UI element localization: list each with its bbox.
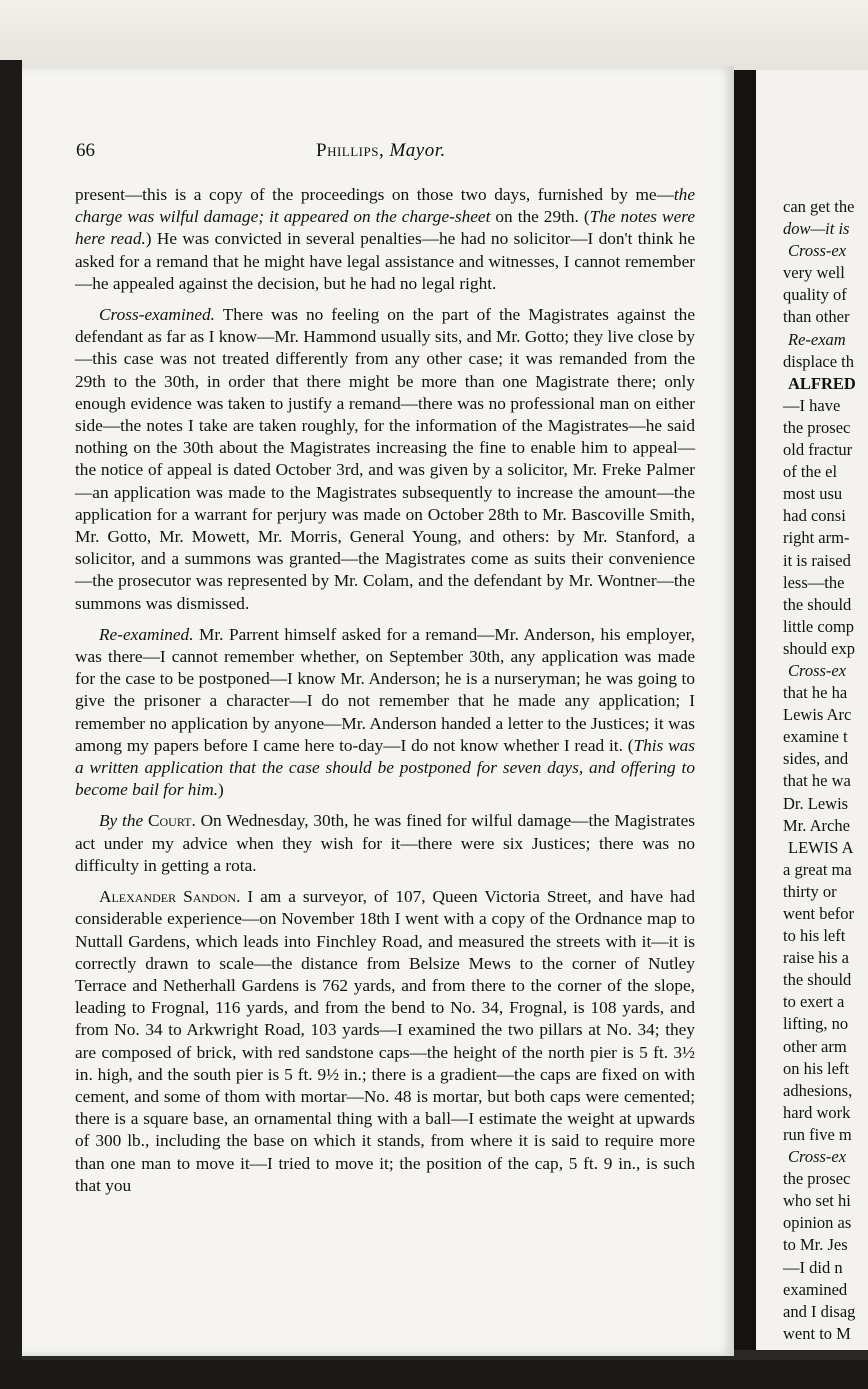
right-page-line: a great ma (783, 859, 852, 879)
right-page-line: that he wa (783, 771, 851, 791)
text-run: I am a surveyor, of 107, Queen Victoria Street, and have had considerable experience—on November 18th I went with a copy of the Ordnance map to Nuttall Gardens, which leads into Finchley Road, and measured the streets with it—it is correctly drawn to scale—the distance from Belsize Mews to the corner of Nutley Terrace and Netherhall Gardens is 762 yards, and from there to the corner of the slope, leading to Frognal, 116 yards, and from the bend to No. 34, Frognal, is 108 yards, and from No. 34 to Arkwright Road, 103 yards—I examined the two pillars at No. 34; they are composed of brick, with red sandstone caps—the height of the north pier is 5 ft. 3½ in. high, and the south pier is 5 ft. 9½ in.; there is a gradient—the caps are fixed on with cement, and some of thom with mortar—No. 48 is mortar, but both caps were cemented; there is a square base, an ornamental thing with a ball—I estimate the weight at upwards of 300 lb., including the base on which it stands, from where it is said to require more than one man to move it—I tried to move it; the position of the cap, 5 ft. 9 in., is such that you (75, 887, 695, 1195)
right-page-line: opinion as (783, 1213, 852, 1233)
right-page-line: right arm- (783, 528, 850, 548)
running-head-name: Phillips (316, 140, 379, 161)
right-page-line: can get the (783, 197, 855, 216)
right-page-line: displace th (783, 351, 855, 371)
main-text-column (75, 184, 695, 1206)
right-page-line: raise his a (783, 948, 849, 968)
right-page-line: Lewis Arc (783, 705, 852, 725)
right-page-line: to exert a (783, 992, 845, 1012)
paragraph (75, 810, 695, 877)
right-page-line: most usu (783, 484, 843, 504)
text-run: Re-examined. (99, 624, 194, 644)
right-page-line: went befor (783, 904, 855, 923)
text-run: the charge was wilful damage; it appeared on the charge-sheet (75, 185, 695, 227)
book-gutter (734, 70, 756, 1350)
text-run: On Wednesday, 30th, he was fined for wilful damage—the Magistrates act under my advice when they wish for it—there were six Justices; there was no difficulty in getting a rota. (75, 811, 696, 875)
paragraph (75, 886, 695, 1197)
right-page-line: other arm (783, 1036, 847, 1056)
right-page-line: Mr. Arche (783, 815, 850, 835)
text-run: By the (99, 811, 148, 831)
right-page-line: less—the (783, 572, 845, 592)
text-run: ) (218, 780, 224, 800)
right-page-line: —I did n (783, 1257, 843, 1277)
right-page-line: adhesions, (783, 1080, 853, 1100)
right-page-line: Re-exam (788, 329, 846, 349)
right-page-line: dow—it is (783, 219, 850, 239)
right-page-line: Cross-ex (788, 1147, 847, 1167)
right-page-line: lifting, no (783, 1014, 849, 1034)
text-run: present—this is a copy of the proceedings on those two days, furnished by me— (75, 185, 674, 204)
right-page-line: had consi (783, 506, 846, 526)
right-page-line: examine t (783, 727, 848, 747)
text-run: ) He was convicted in several penalties—he had no solicitor—I don't think he asked for a remand that he might have legal assistance and witnesses, I cannot remember—he appealed against the decision, but he had no legal right. (75, 229, 695, 293)
paragraph (75, 304, 695, 615)
paragraph (75, 624, 695, 802)
right-page-line: sides, and (783, 749, 849, 769)
right-page-line: Dr. Lewis (783, 793, 849, 813)
right-page-line: on his left (783, 1058, 849, 1078)
right-page-line: —I have (783, 395, 841, 415)
book-left-edge (0, 60, 22, 1360)
right-page-line: very well (783, 263, 845, 283)
page-number: 66 (76, 140, 95, 161)
right-page-line: old fractur (783, 440, 853, 460)
right-page-line: to his left (783, 926, 846, 946)
right-page-line: than other (783, 307, 850, 327)
right-page-line: went to M (783, 1323, 851, 1343)
right-page-line: to Mr. Jes (783, 1235, 848, 1255)
text-run: This was a written application that the case should be postponed for seven days, and offering to become bail for him. (75, 735, 695, 800)
right-page-line: thirty or (783, 881, 837, 901)
right-page-line: quality of (783, 285, 847, 305)
right-page-line: examined (783, 1279, 848, 1299)
bottom-margin-strip (0, 1360, 868, 1389)
right-page-line: Cross-ex (788, 241, 847, 261)
right-page-line: the prosec (783, 417, 851, 437)
right-page-line: who set hi (783, 1191, 851, 1211)
right-page-line: the prosec (783, 1169, 851, 1189)
text-run: on the 29th. ( (490, 207, 590, 227)
text-run: Court. (147, 811, 196, 831)
text-run: The notes were here read. (75, 207, 695, 249)
right-page-line: LEWIS A (788, 837, 854, 857)
right-page-line: that he ha (783, 683, 848, 703)
paragraph (75, 184, 695, 295)
running-head-title: Mayor. (389, 140, 446, 161)
text-run: Cross-examined. (99, 305, 215, 325)
text-run: Alexander Sandon. (99, 887, 241, 907)
text-run: There was no feeling on the part of the Magistrates against the defendant as far as I know—Mr. Hammond usually sits, and Mr. Gotto; they live close by—this case was not treated differently from any other case; it was remanded from the 29th to the 30th, in order that there might be more than one Magistrate there; only enough evidence was taken to justify a remand—there was no professional man on either side—the notes I take are taken roughly, for the information of the Magistrates—he said nothing on the 30th about the Magistrates increasing the fine to enable him to appeal—the notice of appeal is dated October 3rd, and was given by a solicitor, Mr. Freke Palmer—an application was made to the Magistrates subsequently to increase the amount—the application for a warrant for perjury was made on October 28th to Mr. Bascoville Smith, Mr. Gotto, Mr. Mowett, Mr. Morris, General Young, and others: by Mr. Stanford, a solicitor, and a summons was granted—the Magistrates come as suits their convenience—the prosecutor was represented by Mr. Colam, and the defendant by Mr. Wontner—the summons was dismissed. (75, 305, 695, 613)
right-page-line: Cross-ex (788, 660, 847, 680)
right-page-line: the should (783, 970, 852, 990)
right-page-text-fragment (783, 196, 868, 1345)
text-run: Mr. Parrent himself asked for a remand—Mr. Anderson, his employer, was there—I cannot remember whether, on September 30th, any application was made for the case to be postponed—I know Mr. Anderson; he is a nurseryman; he was going to give the prisoner a character—I do not remember that he made any application; I remember no application by anyone—Mr. Anderson handed a letter to the Justices; it was among my papers before I came here to-day—I do not know whether I read it. ( (75, 624, 695, 755)
page-header (0, 140, 868, 170)
right-page-line: little comp (783, 616, 855, 636)
right-page-line: and I disag (783, 1301, 856, 1321)
running-head: Phillips, Mayor. (316, 140, 446, 161)
right-page-line: it is raised (783, 550, 851, 570)
right-page-line: ALFRED (788, 373, 856, 393)
right-page-line: hard work (783, 1102, 851, 1122)
right-page-line: the should (783, 594, 852, 614)
right-page-line: run five m (783, 1124, 852, 1144)
top-margin-strip (0, 0, 868, 70)
right-page-line: should exp (783, 638, 855, 658)
right-page-line: of the el (783, 462, 838, 482)
